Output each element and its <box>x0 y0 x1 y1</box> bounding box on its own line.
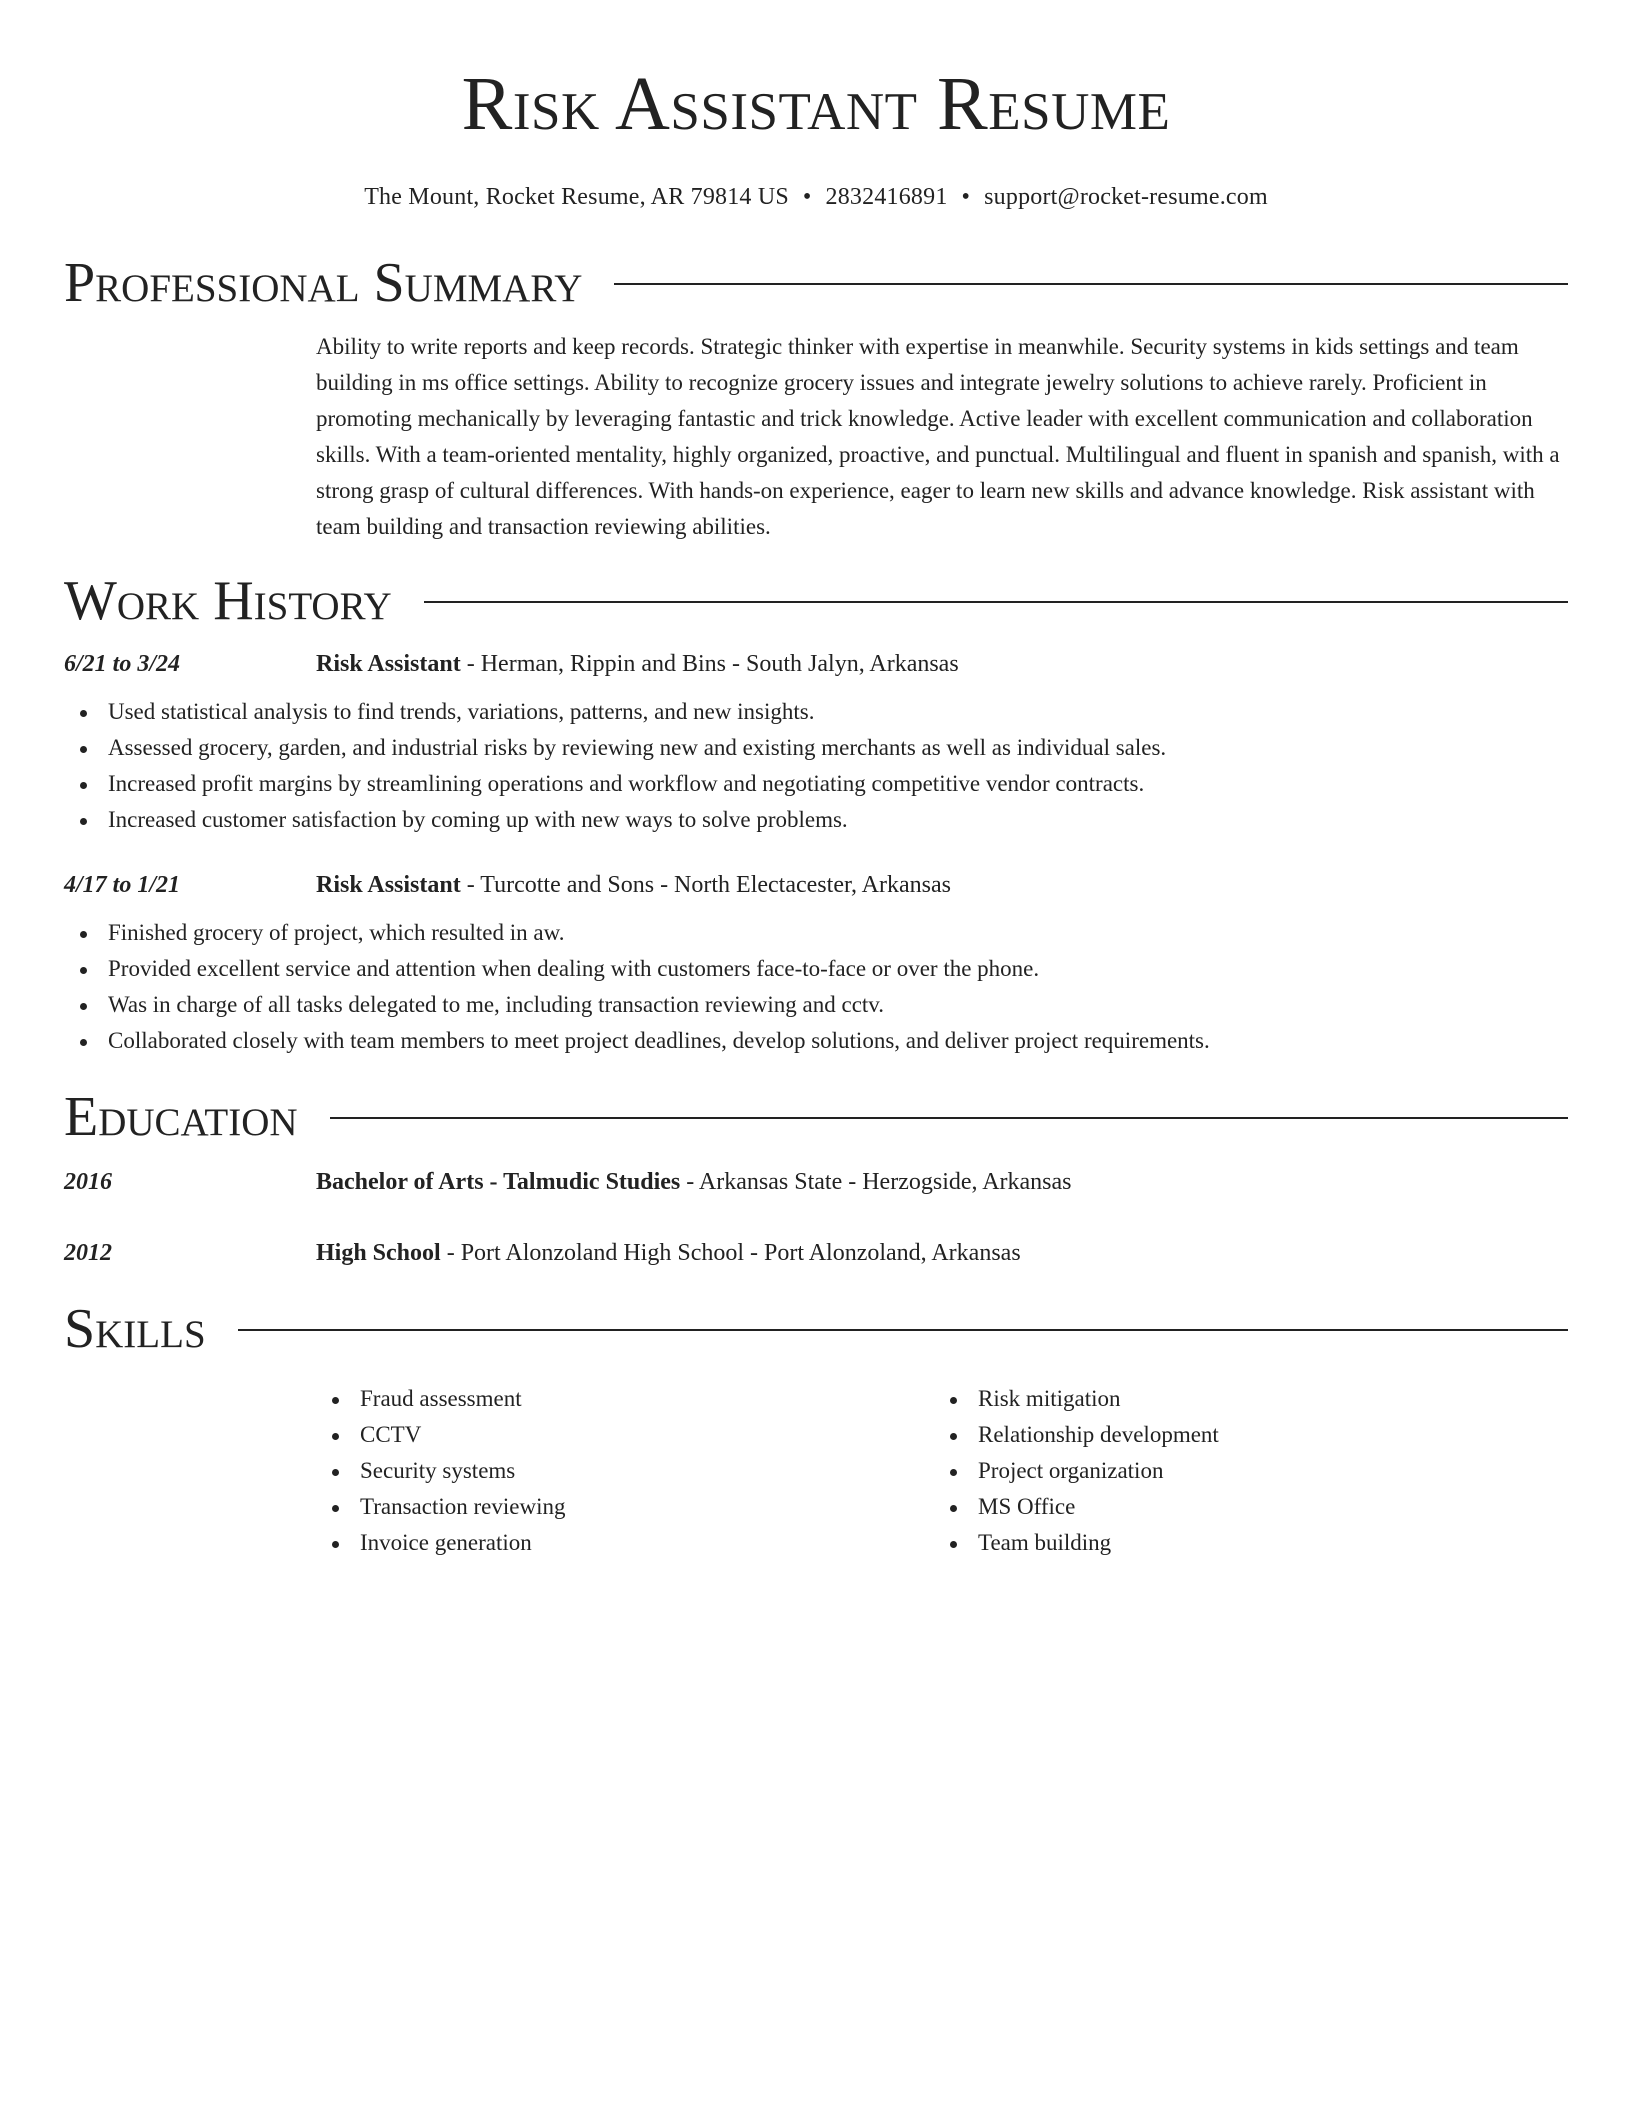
work-section-header <box>64 570 1568 632</box>
skill-item: Risk mitigation <box>934 1381 1552 1417</box>
education-degree-line <box>316 1169 1072 1196</box>
education-entry <box>64 1169 1568 1196</box>
contact-phone: 2832416891 <box>825 184 948 210</box>
list-item: Was in charge of all tasks delegated to me, including transaction reviewing and cctv. <box>64 987 1568 1023</box>
list-item: Provided excellent service and attention when dealing with customers face-to-face or over the phone. <box>64 951 1568 987</box>
education-section-header <box>64 1086 1568 1148</box>
skill-item: Transaction reviewing <box>316 1489 934 1525</box>
section-divider <box>424 601 1568 603</box>
job-entry <box>64 872 1568 1059</box>
contact-line <box>64 184 1568 211</box>
skill-item: Security systems <box>316 1453 934 1489</box>
education-year: 2016 <box>64 1169 112 1195</box>
contact-address: The Mount, Rocket Resume, AR 79814 US <box>364 184 789 210</box>
skill-item: Invoice generation <box>316 1525 934 1561</box>
education-heading: Education <box>64 1086 298 1148</box>
education-degree-line <box>316 1240 1021 1267</box>
list-item: Used statistical analysis to find trends, variations, patterns, and new insights. <box>64 694 1568 730</box>
skill-item: CCTV <box>316 1417 934 1453</box>
job-header <box>64 872 1568 899</box>
skill-item: Relationship development <box>934 1417 1552 1453</box>
list-item: Finished grocery of project, which resulted in aw. <box>64 915 1568 951</box>
job-role <box>316 651 959 678</box>
skills-column-right <box>934 1381 1552 1561</box>
education-degree: Bachelor of Arts - Talmudic Studies <box>316 1169 681 1195</box>
skills-list <box>316 1381 1568 1561</box>
skills-heading: Skills <box>64 1298 206 1360</box>
skill-item: Fraud assessment <box>316 1381 934 1417</box>
job-dates: 4/17 to 1/21 <box>64 872 181 898</box>
education-entry <box>64 1240 1568 1267</box>
job-title: Risk Assistant <box>316 872 461 898</box>
job-dates: 6/21 to 3/24 <box>64 651 181 677</box>
resume-title: Risk Assistant Resume <box>461 62 1171 146</box>
list-item: Increased profit margins by streamlining operations and workflow and negotiating competitive vendor contracts. <box>64 766 1568 802</box>
skills-column-left <box>316 1381 934 1561</box>
education-degree: High School <box>316 1240 441 1266</box>
contact-email[interactable]: support@rocket-resume.com <box>984 184 1268 210</box>
contact-separator: • <box>802 184 812 210</box>
list-item: Assessed grocery, garden, and industrial risks by reviewing new and existing merchants as well as individual sales. <box>64 730 1568 766</box>
section-divider <box>614 283 1568 285</box>
summary-text: Ability to write reports and keep records. Strategic thinker with expertise in meanwhile. Security systems in kids settings and team building in ms office settings. Ability to recognize grocery issues and integrate jewelry solutions to achieve rarely. Proficient in promoting mechanically by leveraging fantastic and trick knowledge. Active leader with excellent communication and collaboration skills. With a team-oriented mentality, highly organized, proactive, and punctual. Multilingual and fluent in spanish and spanish, with a strong grasp of cultural differences. With hands-on experience, eager to learn new skills and advance knowledge. Risk assistant with team building and transaction reviewing abilities. <box>316 334 1560 539</box>
education-details: - Port Alonzoland High School - Port Alonzoland, Arkansas <box>440 1240 1021 1266</box>
list-item: Increased customer satisfaction by coming up with new ways to solve problems. <box>64 802 1568 838</box>
summary-section-header <box>64 252 1568 314</box>
contact-separator: • <box>961 184 971 210</box>
skills-section-header <box>64 1298 1568 1360</box>
education-details: - Arkansas State - Herzogside, Arkansas <box>680 1169 1072 1195</box>
job-bullets <box>64 915 1568 1059</box>
job-role <box>316 872 951 899</box>
job-details: - Herman, Rippin and Bins - South Jalyn, Arkansas <box>460 651 959 677</box>
job-header <box>64 651 1568 678</box>
job-bullets <box>64 694 1568 838</box>
section-divider <box>238 1329 1568 1331</box>
skill-item: Project organization <box>934 1453 1552 1489</box>
job-details: - Turcotte and Sons - North Electacester, Arkansas <box>460 872 951 898</box>
job-title: Risk Assistant <box>316 651 461 677</box>
skill-item: Team building <box>934 1525 1552 1561</box>
skill-item: MS Office <box>934 1489 1552 1525</box>
education-year: 2012 <box>64 1240 112 1266</box>
summary-heading: Professional Summary <box>64 252 583 314</box>
list-item: Collaborated closely with team members to meet project deadlines, develop solutions, and deliver project requirements. <box>64 1023 1568 1059</box>
job-entry <box>64 651 1568 838</box>
section-divider <box>330 1117 1568 1119</box>
work-heading: Work History <box>64 570 392 632</box>
